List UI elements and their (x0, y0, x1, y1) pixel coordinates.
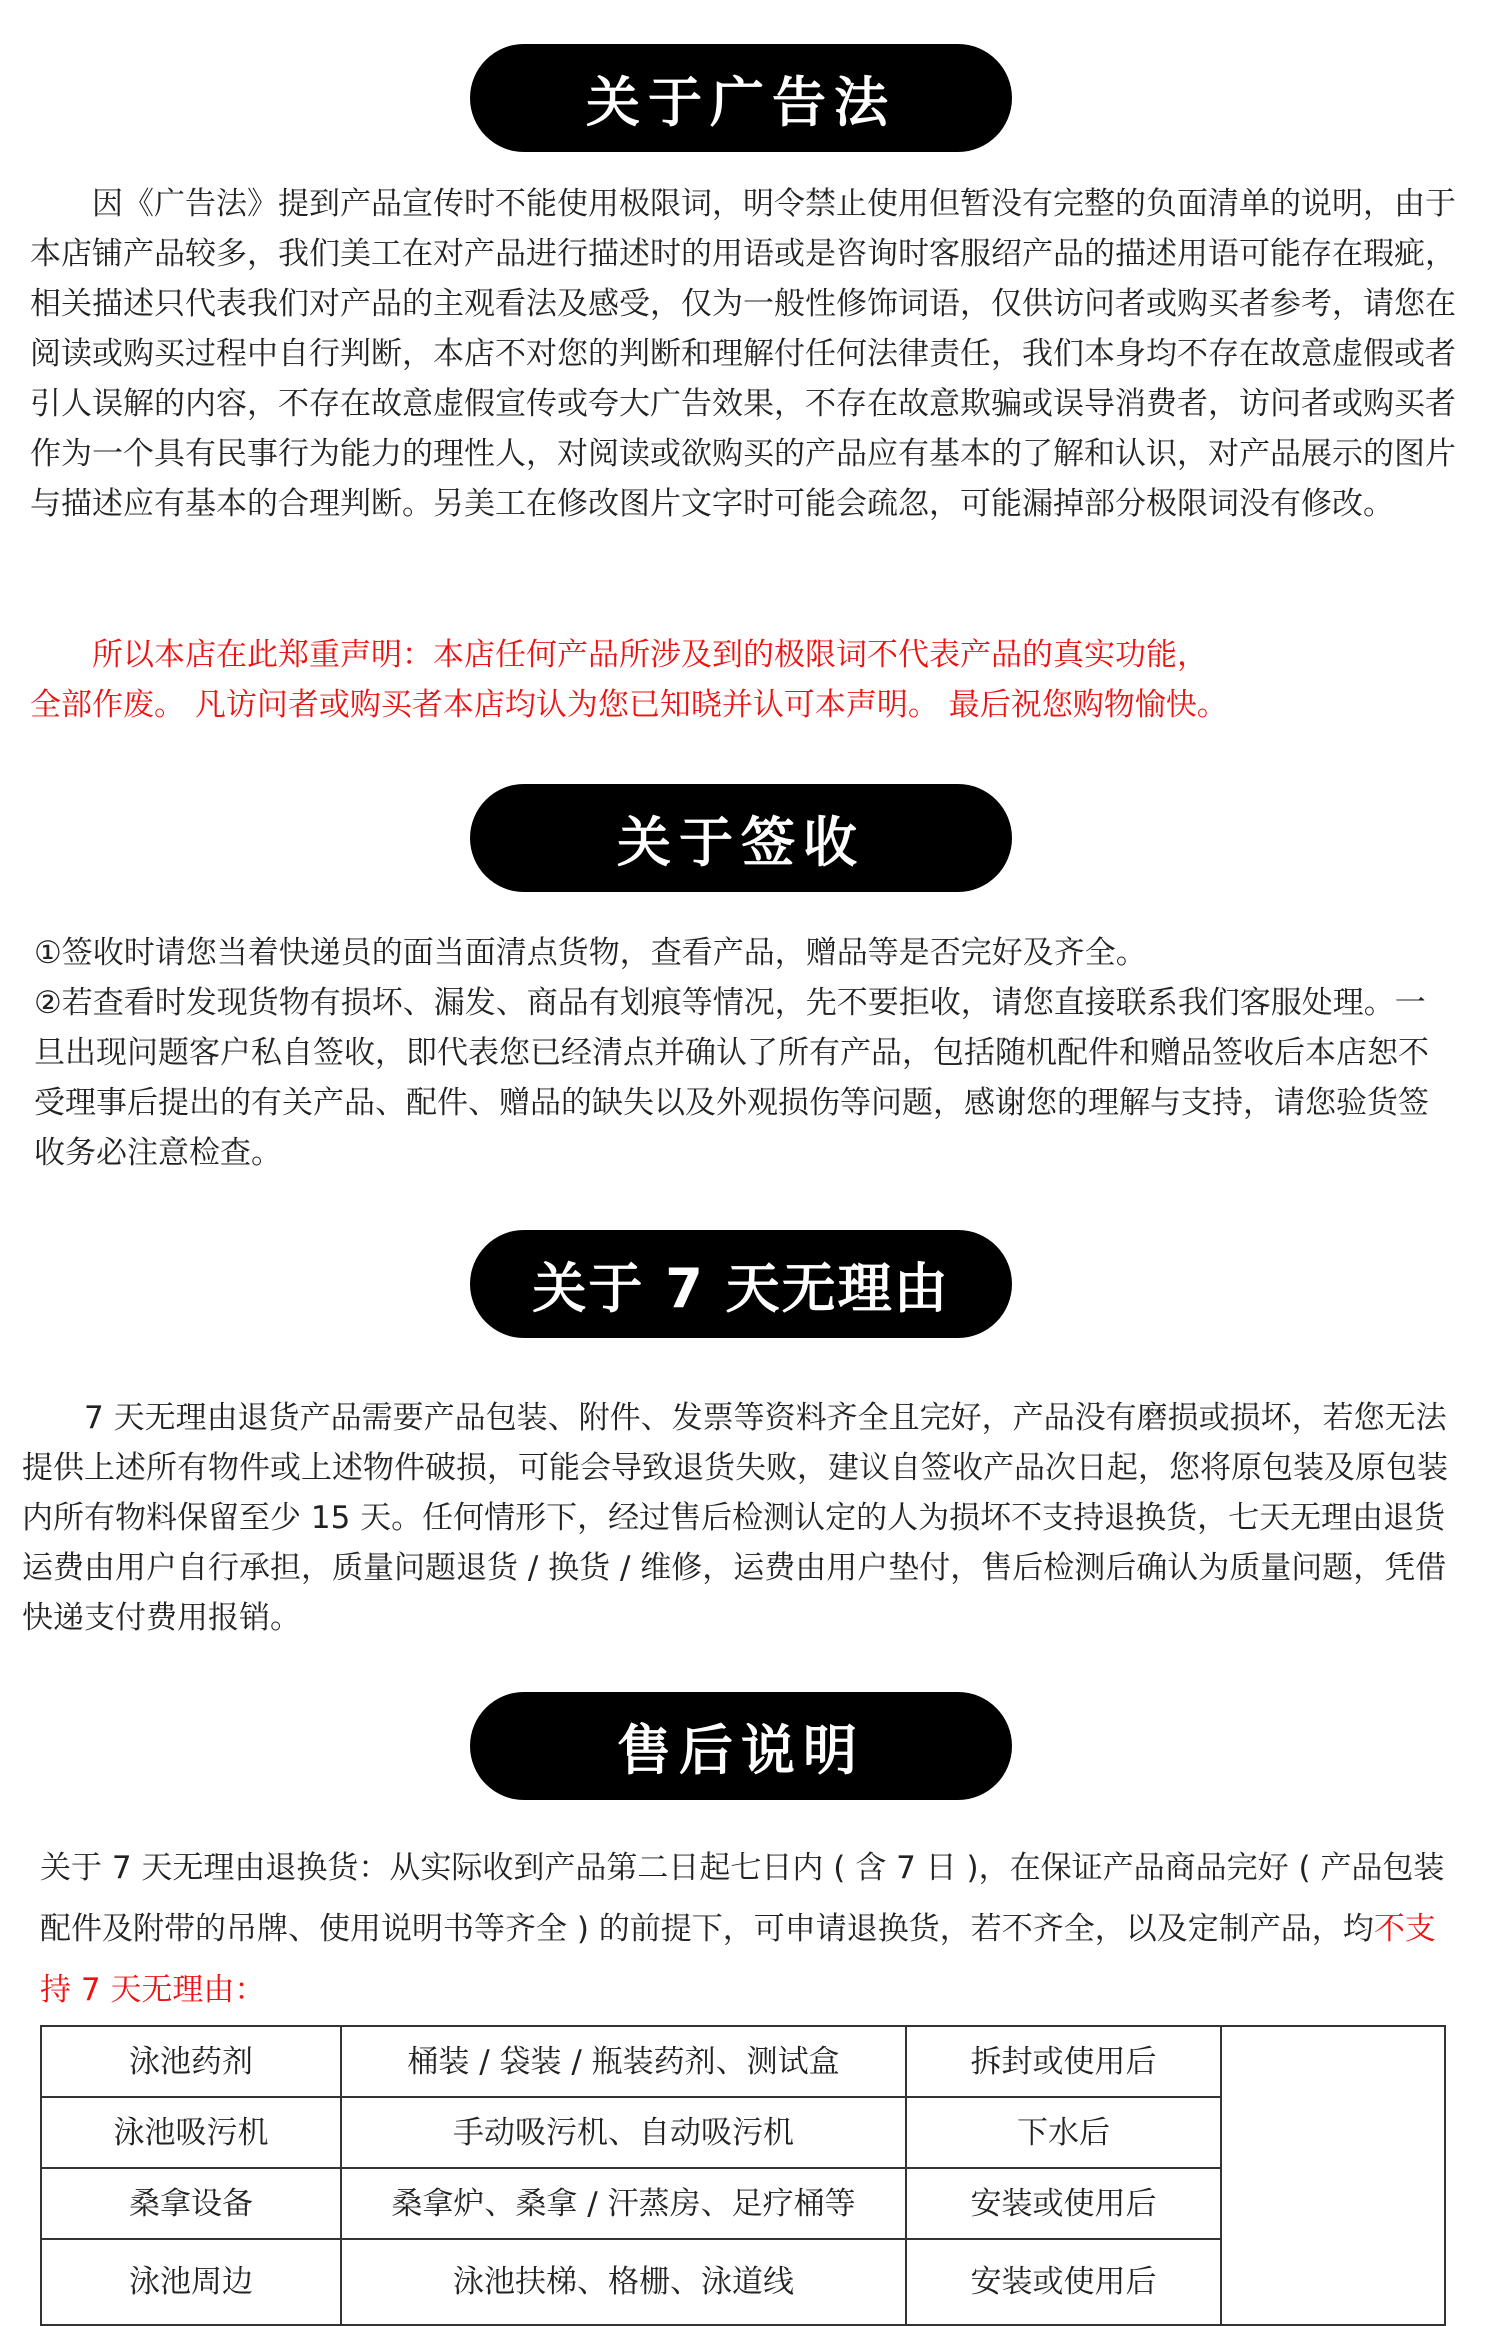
table-row (41, 2026, 1445, 2097)
notice-line-1: 所以本店在此郑重声明：本店任何产品所涉及到的极限词不代表产品的真实功能， (92, 637, 1208, 673)
table-cell: 桑拿炉、桑拿 / 汗蒸房、足疗桶等 (341, 2168, 906, 2239)
return-policy-table (40, 2025, 1446, 2326)
notice-line-2: 全部作废。 凡访问者或购买者本店均认为您已知晓并认可本声明。 最后祝您购物愉快。 (30, 687, 1228, 723)
table-cell: 手动吸污机、自动吸污机 (341, 2097, 906, 2168)
after-sales-red-text: 不支持 7 天无理由： (40, 1911, 1436, 2008)
table-cell: 泳池扶梯、格栅、泳道线 (341, 2239, 906, 2325)
seven-day-title-badge (470, 1230, 1012, 1338)
ad-law-paragraph: 因《广告法》提到产品宣传时不能使用极限词，明令禁止使用但暂没有完整的负面清单的说明，由于本店铺产品较多，我们美工在对产品进行描述时的用语或是咨询时客服绍产品的描述用语可能存在瑕疵，相关描述只代表我们对产品的主观看法及感受，仅为一般性修饰词语，仅供访问者或购买者参考，请您在阅读或购买过程中自行判断，本店不对您的判断和理解付任何法律责任，我们本身均不存在故意虚假或者引人误解的内容，不存在故意虚假宣传或夸大广告效果，不存在故意欺骗或误导消费者，访问者或购买者作为一个具有民事行为能力的理性人，对阅读或欲购买的产品应有基本的了解和认识，对产品展示的图片与描述应有基本的合理判断。另美工在修改图片文字时可能会疏忽，可能漏掉部分极限词没有修改。 (30, 186, 1456, 522)
table-cell: 桑拿设备 (41, 2168, 341, 2239)
table-cell: 安装或使用后 (906, 2239, 1221, 2325)
table-cell: 拆封或使用后 (906, 2026, 1221, 2097)
table-cell: 泳池周边 (41, 2239, 341, 2325)
after-sales-title: 售后说明 (617, 1718, 865, 1782)
sign-paragraph (34, 928, 1454, 1178)
seven-day-paragraph: 7 天无理由退货产品需要产品包装、附件、发票等资料齐全且完好，产品没有磨损或损坏，若您无法提供上述所有物件或上述物件破损，可能会导致退货失败，建议自签收产品次日起，您将原包装及原包装内所有物料保留至少 15 天。任何情形下，经过售后检测认定的人为损坏不支持退换货，七天无理由退货运费由用户自行承担，质量问题退货 / 换货 / 维修，运费由用户垫付，售后检测后确认为质量问题，凭借快递支付费用报销。 (22, 1400, 1448, 1636)
sign-item-2: ②若查看时发现货物有损坏、漏发、商品有划痕等情况，先不要拒收，请您直接联系我们客服处理。一旦出现问题客户私自签收，即代表您已经清点并确认了所有产品，包括随机配件和赠品签收后本店恕不受理事后提出的有关产品、配件、赠品的缺失以及外观损伤等问题，感谢您的理解与支持，请您验货签收务必注意检查。 (34, 985, 1429, 1171)
sign-item-1: ①签收时请您当着快递员的面当面清点货物，查看产品，赠品等是否完好及齐全。 (34, 935, 1147, 971)
table-cell: 下水后 (906, 2097, 1221, 2168)
table-cell: 泳池药剂 (41, 2026, 341, 2097)
table-cell: 安装或使用后 (906, 2168, 1221, 2239)
after-sales-paragraph (40, 1838, 1460, 2021)
table-cell: 桶装 / 袋装 / 瓶装药剂、测试盒 (341, 2026, 906, 2097)
table-merged-cell (1221, 2026, 1445, 2325)
after-sales-main-text: 关于 7 天无理由退换货：从实际收到产品第二日起七日内 ( 含 7 日 )，在保证产品商品完好 ( 产品包装配件及附带的吊牌、使用说明书等齐全 ) 的前提下，可申请退换货，若不齐全，以及定制产品，均 (40, 1850, 1445, 1947)
ad-law-title-badge (470, 44, 1012, 152)
after-sales-title-badge (470, 1692, 1012, 1800)
ad-law-notice (30, 630, 1470, 730)
sign-title-badge (470, 784, 1012, 892)
seven-day-title: 关于 7 天无理由 (532, 1256, 950, 1320)
ad-law-title: 关于广告法 (586, 70, 896, 134)
table-cell: 泳池吸污机 (41, 2097, 341, 2168)
sign-title: 关于签收 (617, 810, 865, 874)
